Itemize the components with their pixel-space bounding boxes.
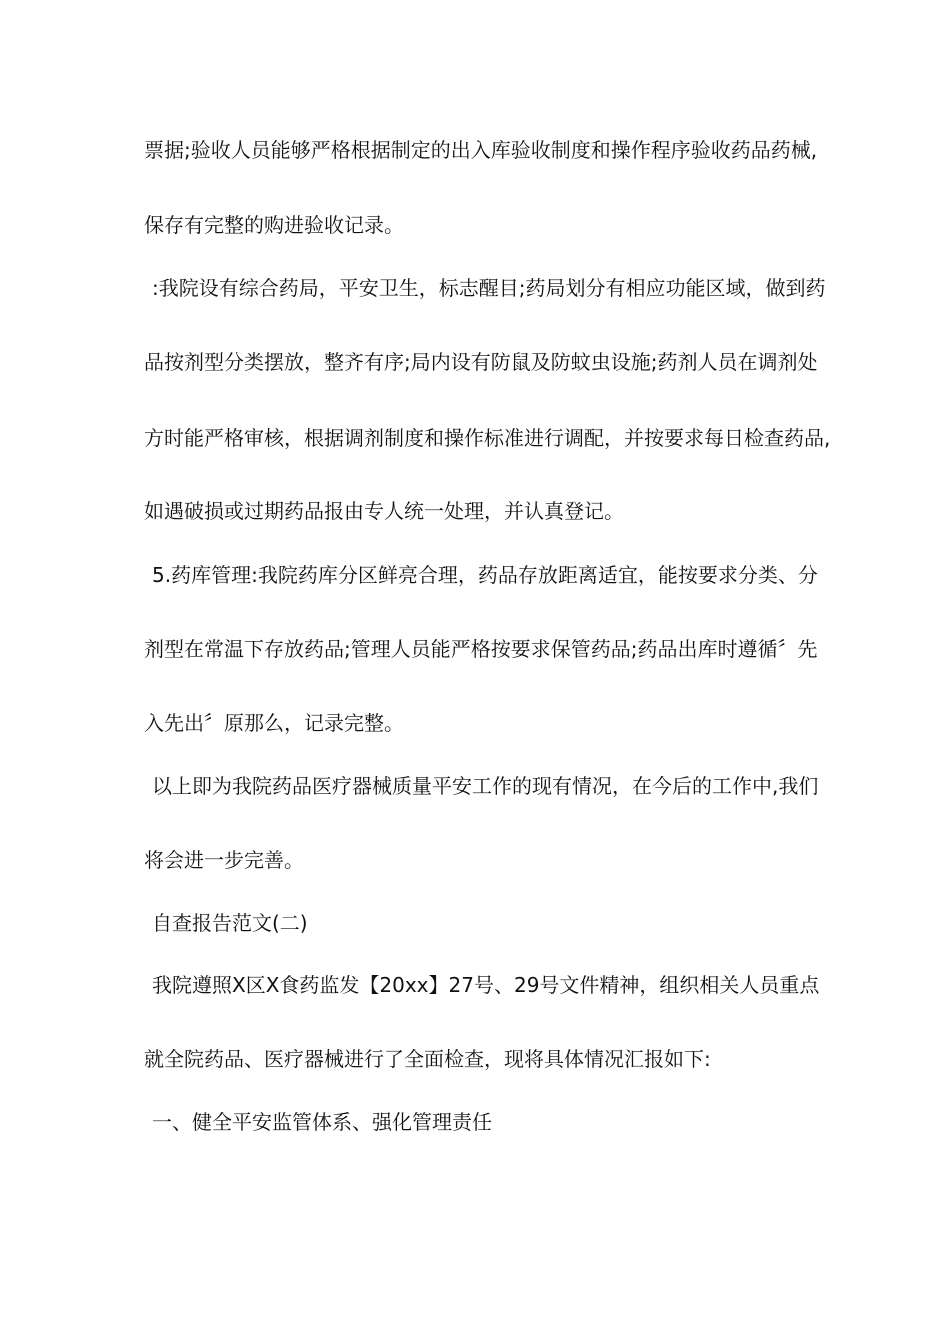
text-line-8: 剂型在常温下存放药品;管理人员能严格按要求保管药品;药品出库时遵循〞先 — [144, 637, 818, 661]
section-heading: 自查报告范文(二) — [152, 911, 308, 935]
text-line-13: 我院遵照X区X食药监发【20xx】27号、29号文件精神，组织相关人员重点 — [152, 973, 820, 997]
text-line-9: 入先出〞原那么，记录完整。 — [144, 711, 404, 735]
subsection-heading: 一、健全平安监管体系、强化管理责任 — [152, 1110, 492, 1134]
text-line-1: 票据;验收人员能够严格根据制定的出入库验收制度和操作程序验收药品药械, — [144, 138, 818, 162]
text-line-11: 将会进一步完善。 — [144, 848, 304, 872]
text-line-4: 品按剂型分类摆放，整齐有序;局内设有防鼠及防蚊虫设施;药剂人员在调剂处 — [144, 350, 818, 374]
text-line-7: 5.药库管理:我院药库分区鲜亮合理，药品存放距离适宜，能按要求分类、分 — [152, 563, 818, 587]
text-line-14: 就全院药品、医疗器械进行了全面检查，现将具体情况汇报如下: — [144, 1047, 711, 1071]
text-line-3: :我院设有综合药局，平安卫生，标志醒目;药局划分有相应功能区域，做到药 — [152, 276, 826, 300]
text-line-10: 以上即为我院药品医疗器械质量平安工作的现有情况，在今后的工作中,我们 — [152, 774, 819, 798]
text-line-2: 保存有完整的购进验收记录。 — [144, 213, 404, 237]
text-line-6: 如遇破损或过期药品报由专人统一处理，并认真登记。 — [144, 499, 624, 523]
text-line-5: 方时能严格审核，根据调剂制度和操作标准进行调配，并按要求每日检查药品, — [144, 426, 831, 450]
